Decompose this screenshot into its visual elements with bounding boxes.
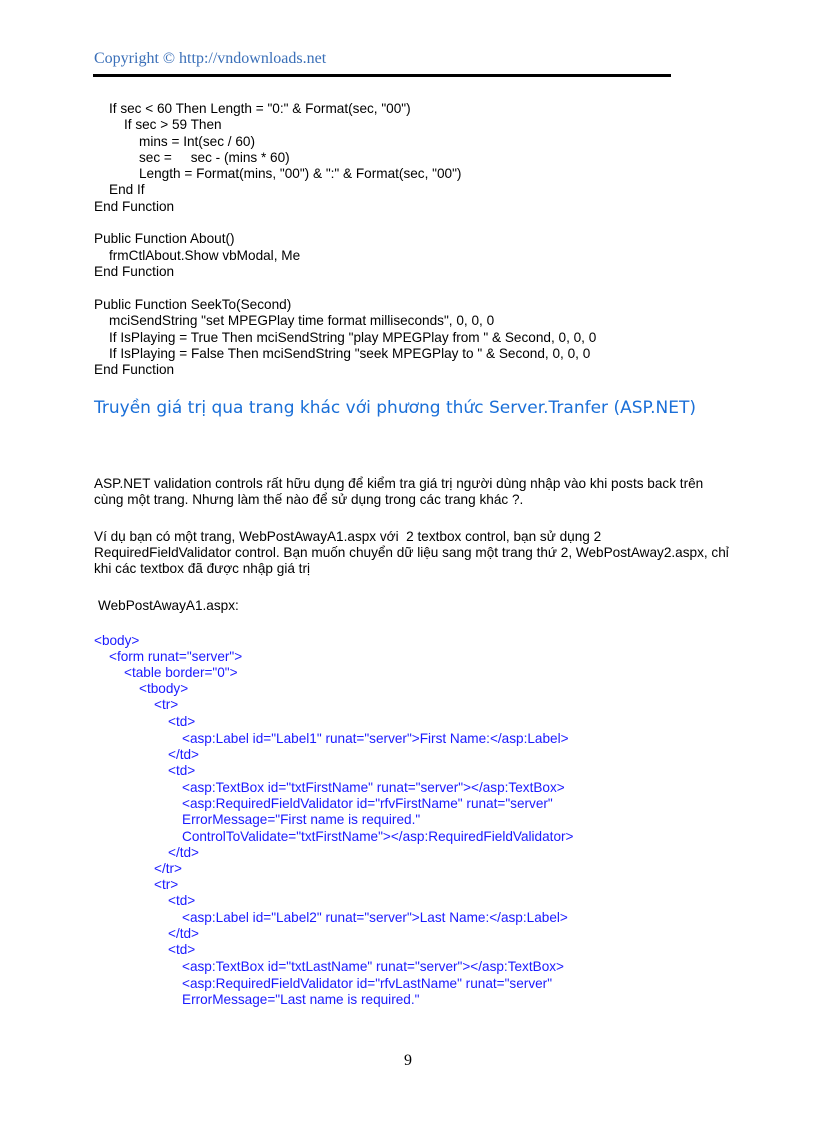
paragraph-line: khi các textbox đã được nhập giá trị: [94, 561, 310, 576]
page-number: 9: [404, 1052, 412, 1069]
code-line: <asp:Label id="Label1" runat="server">First Name:</asp:Label>: [182, 731, 569, 746]
code-line: <tr>: [154, 697, 179, 712]
code-line: <asp:RequiredFieldValidator id="rfvFirstName" runat="server": [182, 796, 553, 811]
code-line: <td>: [168, 942, 196, 957]
code-line: End Function: [94, 264, 175, 279]
code-line: </td>: [168, 747, 199, 762]
paragraph-line: ASP.NET validation controls rất hữu dụng để kiểm tra giá trị người dùng nhập vào khi posts back trên: [94, 476, 704, 491]
file-label: WebPostAwayA1.aspx:: [98, 598, 239, 613]
code-line: <td>: [168, 714, 196, 729]
code-line: <table border="0">: [124, 665, 238, 680]
paragraph-line: cùng một trang. Nhưng làm thế nào để sử dụng trong các trang khác ?.: [94, 492, 524, 507]
code-line: Public Function SeekTo(Second): [94, 297, 292, 312]
code-line: <form runat="server">: [109, 649, 243, 664]
code-line: <td>: [168, 893, 196, 908]
code-line: <asp:Label id="Label2" runat="server">Last Name:</asp:Label>: [182, 910, 568, 925]
code-line: </tr>: [154, 861, 182, 876]
code-line: ErrorMessage="First name is required.": [182, 812, 421, 827]
code-line: <asp:RequiredFieldValidator id="rfvLastName" runat="server": [182, 976, 553, 991]
paragraph-line: RequiredFieldValidator control. Bạn muốn chuyển dữ liệu sang một trang thứ 2, WebPostAway2.aspx, chỉ: [94, 545, 729, 560]
code-line: ControlToValidate="txtFirstName"></asp:RequiredFieldValidator>: [182, 829, 574, 844]
code-line: <tbody>: [139, 681, 189, 696]
code-line: </td>: [168, 845, 199, 860]
code-line: </td>: [168, 926, 199, 941]
code-line: Length = Format(mins, "00") & ":" & Format(sec, "00"): [139, 166, 462, 181]
code-line: If sec < 60 Then Length = "0:" & Format(sec, "00"): [109, 101, 411, 116]
code-line: <body>: [94, 633, 140, 648]
code-line: sec = sec - (mins * 60): [139, 150, 290, 165]
code-line: ErrorMessage="Last name is required.": [182, 992, 420, 1007]
code-line: If IsPlaying = False Then mciSendString "seek MPEGPlay to " & Second, 0, 0, 0: [109, 346, 591, 361]
header-rule: [93, 74, 671, 77]
paragraph-line: Ví dụ bạn có một trang, WebPostAwayA1.aspx với 2 textbox control, bạn sử dụng 2: [94, 529, 602, 544]
code-line: <asp:TextBox id="txtLastName" runat="server"></asp:TextBox>: [182, 959, 564, 974]
code-line: mciSendString "set MPEGPlay time format milliseconds", 0, 0, 0: [109, 313, 495, 328]
code-line: <td>: [168, 763, 196, 778]
code-line: If sec > 59 Then: [124, 117, 222, 132]
copyright-header: Copyright © http://vndownloads.net: [94, 50, 327, 67]
code-line: <tr>: [154, 877, 179, 892]
code-line: Public Function About(): [94, 231, 235, 246]
section-heading: Truyền giá trị qua trang khác với phương thức Server.Tranfer (ASP.NET): [94, 398, 696, 418]
code-line: End Function: [94, 199, 175, 214]
code-line: mins = Int(sec / 60): [139, 134, 255, 149]
code-line: End Function: [94, 362, 175, 377]
code-line: End If: [109, 182, 145, 197]
code-line: <asp:TextBox id="txtFirstName" runat="server"></asp:TextBox>: [182, 780, 565, 795]
code-line: If IsPlaying = True Then mciSendString "play MPEGPlay from " & Second, 0, 0, 0: [109, 330, 597, 345]
code-line: frmCtlAbout.Show vbModal, Me: [109, 248, 301, 263]
